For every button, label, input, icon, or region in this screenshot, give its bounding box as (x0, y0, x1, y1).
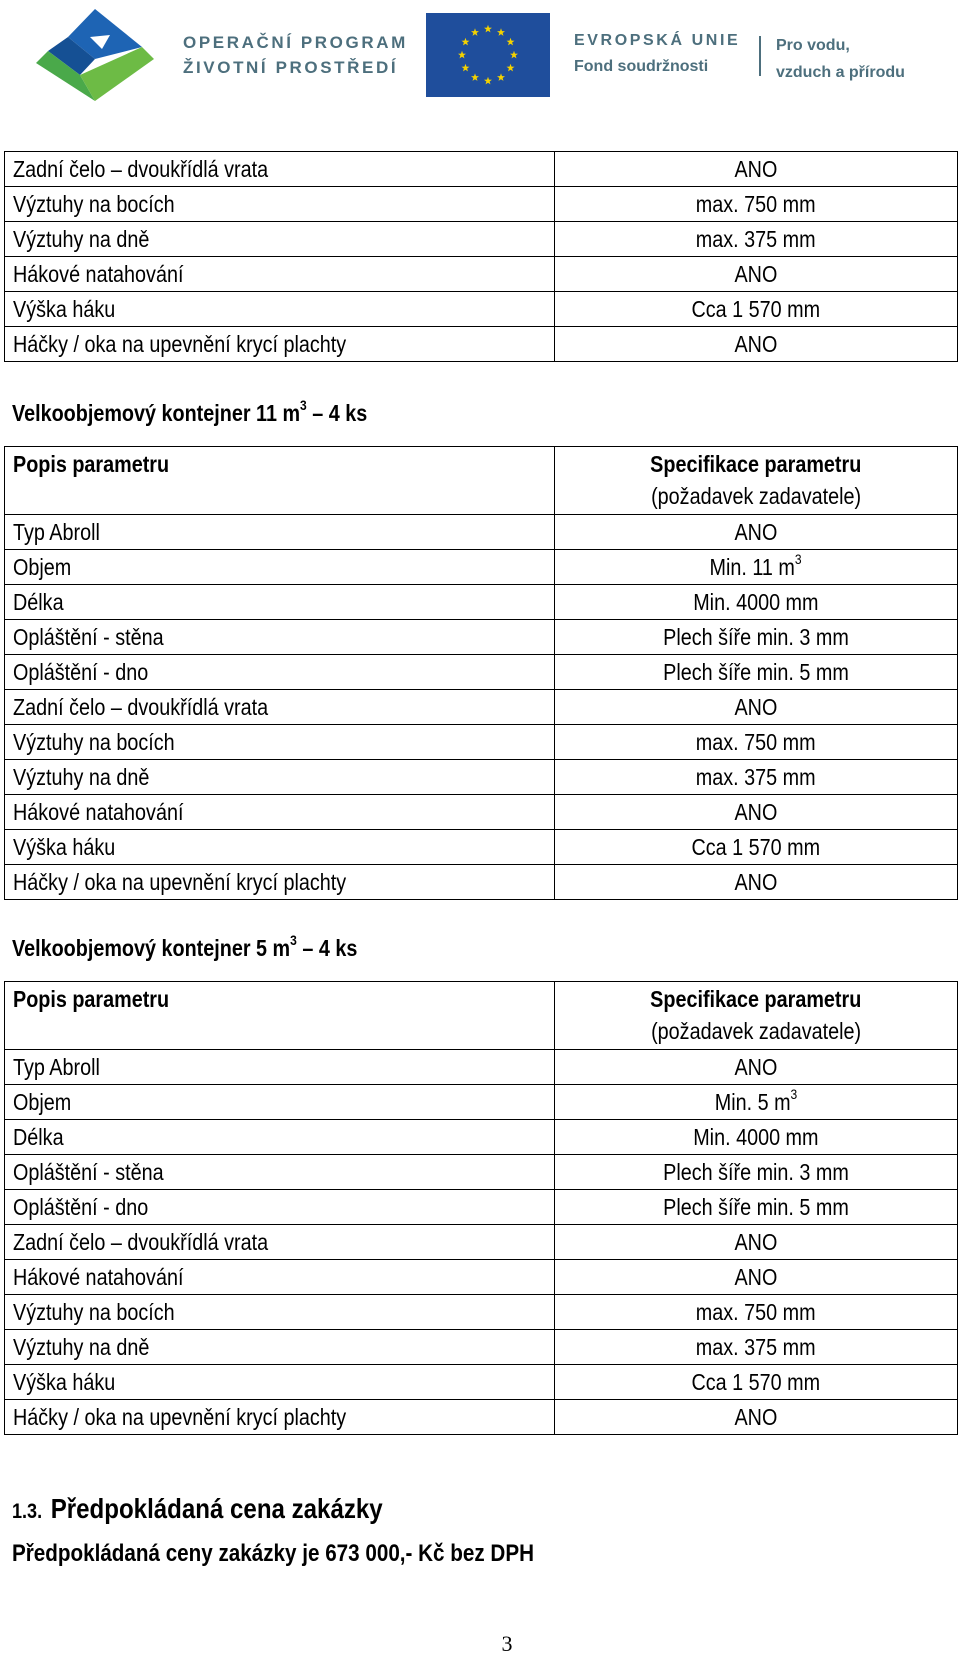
table-row (5, 1365, 958, 1400)
parameter-value (715, 1085, 798, 1119)
parameter-value-text: Min. 4000 mm (693, 589, 819, 615)
parameter-value-cell (555, 1085, 958, 1120)
parameter-name: Opláštění - stěna (13, 1159, 164, 1185)
parameter-name: Výška háku (13, 296, 116, 322)
parameter-value-cell (555, 620, 958, 655)
parameter-value-text: ANO (734, 156, 778, 182)
parameter-value-cell (555, 690, 958, 725)
opzp-line1: OPERAČNÍ PROGRAM (183, 33, 408, 52)
parameter-name-cell (5, 1155, 555, 1190)
parameter-name-cell (5, 655, 555, 690)
parameter-name-cell (5, 1085, 555, 1120)
parameter-name-cell (5, 1260, 555, 1295)
motto-line2: vzduch a přírodu (776, 64, 905, 81)
table-row (5, 795, 958, 830)
parameter-value-text: Plech šíře min. 3 mm (663, 1159, 849, 1185)
parameter-name-cell (5, 327, 555, 362)
parameter-value-text: ANO (734, 261, 778, 287)
parameter-value-cell (555, 257, 958, 292)
parameter-value (735, 865, 778, 899)
parameter-name-cell (5, 152, 555, 187)
table-row (5, 655, 958, 690)
parameter-value-cell (555, 795, 958, 830)
parameter-value-cell (555, 865, 958, 900)
parameter-value (710, 550, 802, 584)
motto-line1: Pro vodu, (776, 37, 850, 54)
parameter-name: Výztuhy na dně (13, 226, 150, 252)
opzp-logo (30, 5, 160, 105)
parameter-name: Objem (13, 554, 72, 580)
parameter-name-cell (5, 1190, 555, 1225)
parameter-value-text: max. 375 mm (696, 226, 816, 252)
parameter-name-cell (5, 187, 555, 222)
parameter-name: Výztuhy na bocích (13, 729, 175, 755)
parameter-name-cell (5, 1120, 555, 1155)
parameter-value-text: max. 750 mm (696, 1299, 816, 1325)
parameter-value (696, 760, 816, 794)
parameter-value-text: max. 375 mm (696, 1334, 816, 1360)
parameter-value (693, 585, 818, 619)
motto (776, 32, 905, 86)
parameter-value-cell (555, 585, 958, 620)
parameter-value-text: ANO (734, 694, 778, 720)
parameter-name-cell (5, 865, 555, 900)
table-row (5, 1400, 958, 1435)
parameter-name: Typ Abroll (13, 519, 100, 545)
parameter-name-cell (5, 830, 555, 865)
parameter-name: Zadní čelo – dvoukřídlá vrata (13, 156, 269, 182)
parameter-name-cell (5, 760, 555, 795)
parameter-value-text: Min. 4000 mm (693, 1124, 819, 1150)
table-row (5, 585, 958, 620)
parameter-value-text: Plech šíře min. 3 mm (663, 624, 849, 650)
parameter-value-cell (555, 1120, 958, 1155)
parameter-value-cell (555, 1400, 958, 1435)
parameter-name: Opláštění - stěna (13, 624, 164, 650)
parameter-name-cell (5, 620, 555, 655)
eu-wordmark (574, 32, 740, 76)
parameter-value-text: max. 750 mm (696, 191, 816, 217)
table-row (5, 327, 958, 362)
parameter-value-cell (555, 1050, 958, 1085)
eu-title: EVROPSKÁ UNIE (574, 32, 741, 49)
parameter-value (696, 1295, 816, 1329)
opzp-wordmark (183, 30, 408, 80)
parameter-value-cell (555, 760, 958, 795)
parameter-value (735, 327, 778, 361)
table-row (5, 187, 958, 222)
parameter-name-cell (5, 222, 555, 257)
table-row (5, 830, 958, 865)
table-header-row (5, 982, 958, 1050)
table-row (5, 1330, 958, 1365)
header-right-line1: Specifikace parametru (650, 986, 862, 1012)
section-title-text: Velkoobjemový kontejner 5 m (12, 935, 291, 961)
parameter-value (696, 187, 816, 221)
table-row (5, 1085, 958, 1120)
parameter-name: Výztuhy na dně (13, 1334, 150, 1360)
parameter-name: Háčky / oka na upevnění krycí plachty (13, 331, 347, 357)
parameter-value-text: ANO (734, 799, 778, 825)
parameter-value (735, 690, 778, 724)
parameter-name-cell (5, 515, 555, 550)
parameter-name-cell (5, 725, 555, 760)
parameter-name: Hákové natahování (13, 261, 184, 287)
parameter-value (696, 222, 816, 256)
parameter-name: Výška háku (13, 1369, 116, 1395)
table-row (5, 550, 958, 585)
parameter-value-cell (555, 1295, 958, 1330)
parameter-name: Háčky / oka na upevnění krycí plachty (13, 869, 347, 895)
parameter-value (663, 1190, 849, 1224)
parameter-value (696, 725, 816, 759)
parameter-value-cell (555, 550, 958, 585)
parameter-value-text: Min. 11 m (709, 554, 796, 580)
parameter-value (692, 292, 821, 326)
parameter-name-cell (5, 1365, 555, 1400)
parameter-value (735, 1260, 778, 1294)
parameter-value-text: Plech šíře min. 5 mm (663, 1194, 849, 1220)
parameter-name: Objem (13, 1089, 72, 1115)
parameter-name: Výztuhy na bocích (13, 1299, 175, 1325)
table-row (5, 257, 958, 292)
parameter-value-cell (555, 152, 958, 187)
parameter-value-text: ANO (734, 331, 778, 357)
parameter-name-cell (5, 1225, 555, 1260)
price-heading-text: Předpokládaná cena zakázky (50, 1493, 383, 1524)
parameter-value-cell (555, 515, 958, 550)
table-row (5, 1225, 958, 1260)
table-row (5, 152, 958, 187)
parameter-name: Typ Abroll (13, 1054, 100, 1080)
parameter-value-cell (555, 222, 958, 257)
table-header-row (5, 447, 958, 515)
parameter-name: Hákové natahování (13, 1264, 184, 1290)
parameter-value (735, 1050, 778, 1084)
parameter-value (663, 1155, 849, 1189)
table-row (5, 620, 958, 655)
parameter-value (735, 1225, 778, 1259)
parameter-value-cell (555, 1155, 958, 1190)
parameter-name: Opláštění - dno (13, 659, 149, 685)
parameter-value-cell (555, 655, 958, 690)
parameter-name-cell (5, 690, 555, 725)
parameter-name-cell (5, 292, 555, 327)
parameter-value-text: Cca 1 570 mm (691, 296, 821, 322)
section-title-text: Velkoobjemový kontejner 11 m (12, 400, 301, 426)
header-cell-left (5, 447, 555, 515)
parameter-name: Výztuhy na bocích (13, 191, 175, 217)
parameter-value-text: ANO (734, 1404, 778, 1430)
page-header (0, 0, 960, 110)
section-title-suffix: – 4 ks (296, 935, 358, 961)
table-row (5, 1260, 958, 1295)
parameter-name-cell (5, 1330, 555, 1365)
parameter-value (693, 1120, 818, 1154)
parameter-value-cell (555, 1260, 958, 1295)
parameter-value (735, 515, 778, 549)
parameter-value-cell (555, 1190, 958, 1225)
table-row (5, 515, 958, 550)
header-cell-right (555, 982, 958, 1050)
parameter-value-cell (555, 830, 958, 865)
parameter-value (735, 257, 778, 291)
parameter-name: Háčky / oka na upevnění krycí plachty (13, 1404, 347, 1430)
parameter-name: Opláštění - dno (13, 1194, 149, 1220)
parameter-value (663, 655, 849, 689)
spec-table-5m3 (4, 981, 958, 1435)
parameter-name-cell (5, 585, 555, 620)
header-cell-right (555, 447, 958, 515)
header-divider (759, 36, 761, 76)
parameter-name: Hákové natahování (13, 799, 184, 825)
parameter-value-text: ANO (734, 869, 778, 895)
parameter-value-text: Min. 5 m (714, 1089, 791, 1115)
parameter-value (735, 795, 778, 829)
parameter-name-cell (5, 1295, 555, 1330)
parameter-value-text: ANO (734, 519, 778, 545)
parameter-name: Zadní čelo – dvoukřídlá vrata (13, 1229, 269, 1255)
parameter-name: Výztuhy na dně (13, 764, 150, 790)
parameter-value (692, 1365, 821, 1399)
eu-fund: Fond soudržnosti (574, 58, 709, 75)
price-text: Předpokládaná ceny zakázky je 673 000,- Kč bez DPH (12, 1540, 534, 1567)
parameter-value-cell (555, 327, 958, 362)
parameter-value (735, 152, 778, 186)
parameter-name: Délka (13, 589, 64, 615)
parameter-name-cell (5, 550, 555, 585)
parameter-name-cell (5, 1050, 555, 1085)
table-row (5, 222, 958, 257)
table-row (5, 1155, 958, 1190)
parameter-value-text: Cca 1 570 mm (691, 1369, 821, 1395)
header-right-line1: Specifikace parametru (650, 451, 862, 477)
parameter-name-cell (5, 795, 555, 830)
parameter-value-text: Plech šíře min. 5 mm (663, 659, 849, 685)
page-number: 3 (501, 1631, 513, 1656)
parameter-value (735, 1400, 778, 1434)
parameter-value-cell (555, 725, 958, 760)
parameter-value-cell (555, 187, 958, 222)
eu-flag-icon (426, 13, 550, 97)
parameter-name-cell (5, 1400, 555, 1435)
table-row (5, 690, 958, 725)
parameter-value-text: ANO (734, 1229, 778, 1255)
parameter-value-cell (555, 1225, 958, 1260)
superscript: 3 (300, 397, 307, 414)
parameter-value-text: max. 375 mm (696, 764, 816, 790)
header-left-label: Popis parametru (13, 986, 170, 1012)
table-row (5, 725, 958, 760)
opzp-line2: ŽIVOTNÍ PROSTŘEDÍ (183, 58, 399, 77)
price-heading-number: 1.3. (12, 1500, 43, 1523)
table-row (5, 865, 958, 900)
header-cell-left (5, 982, 555, 1050)
table-row (5, 1295, 958, 1330)
parameter-value (663, 620, 849, 654)
table-row (5, 292, 958, 327)
header-right-line2: (požadavek zadavatele) (650, 483, 862, 509)
parameter-name: Zadní čelo – dvoukřídlá vrata (13, 694, 269, 720)
table-row (5, 1050, 958, 1085)
superscript: 3 (790, 1086, 798, 1103)
parameter-name-cell (5, 257, 555, 292)
parameter-value-text: max. 750 mm (696, 729, 816, 755)
header-right-line2: (požadavek zadavatele) (650, 1018, 862, 1044)
table-row (5, 1120, 958, 1155)
parameter-value-text: ANO (734, 1264, 778, 1290)
table-row (5, 760, 958, 795)
parameter-value (696, 1330, 816, 1364)
parameter-value-cell (555, 1330, 958, 1365)
parameter-value (692, 830, 821, 864)
table-row (5, 1190, 958, 1225)
header-left-label: Popis parametru (13, 451, 170, 477)
superscript: 3 (290, 932, 297, 949)
section-title-11m3 (12, 397, 368, 427)
section-title-suffix: – 4 ks (306, 400, 368, 426)
parameter-name: Délka (13, 1124, 64, 1150)
spec-table-continued (4, 151, 958, 362)
parameter-value-text: Cca 1 570 mm (691, 834, 821, 860)
parameter-name: Výška háku (13, 834, 116, 860)
superscript: 3 (795, 551, 803, 568)
spec-table-11m3 (4, 446, 958, 900)
parameter-value-cell (555, 1365, 958, 1400)
price-heading (12, 1493, 383, 1525)
section-title-5m3 (12, 932, 358, 962)
parameter-value-text: ANO (734, 1054, 778, 1080)
parameter-value-cell (555, 292, 958, 327)
